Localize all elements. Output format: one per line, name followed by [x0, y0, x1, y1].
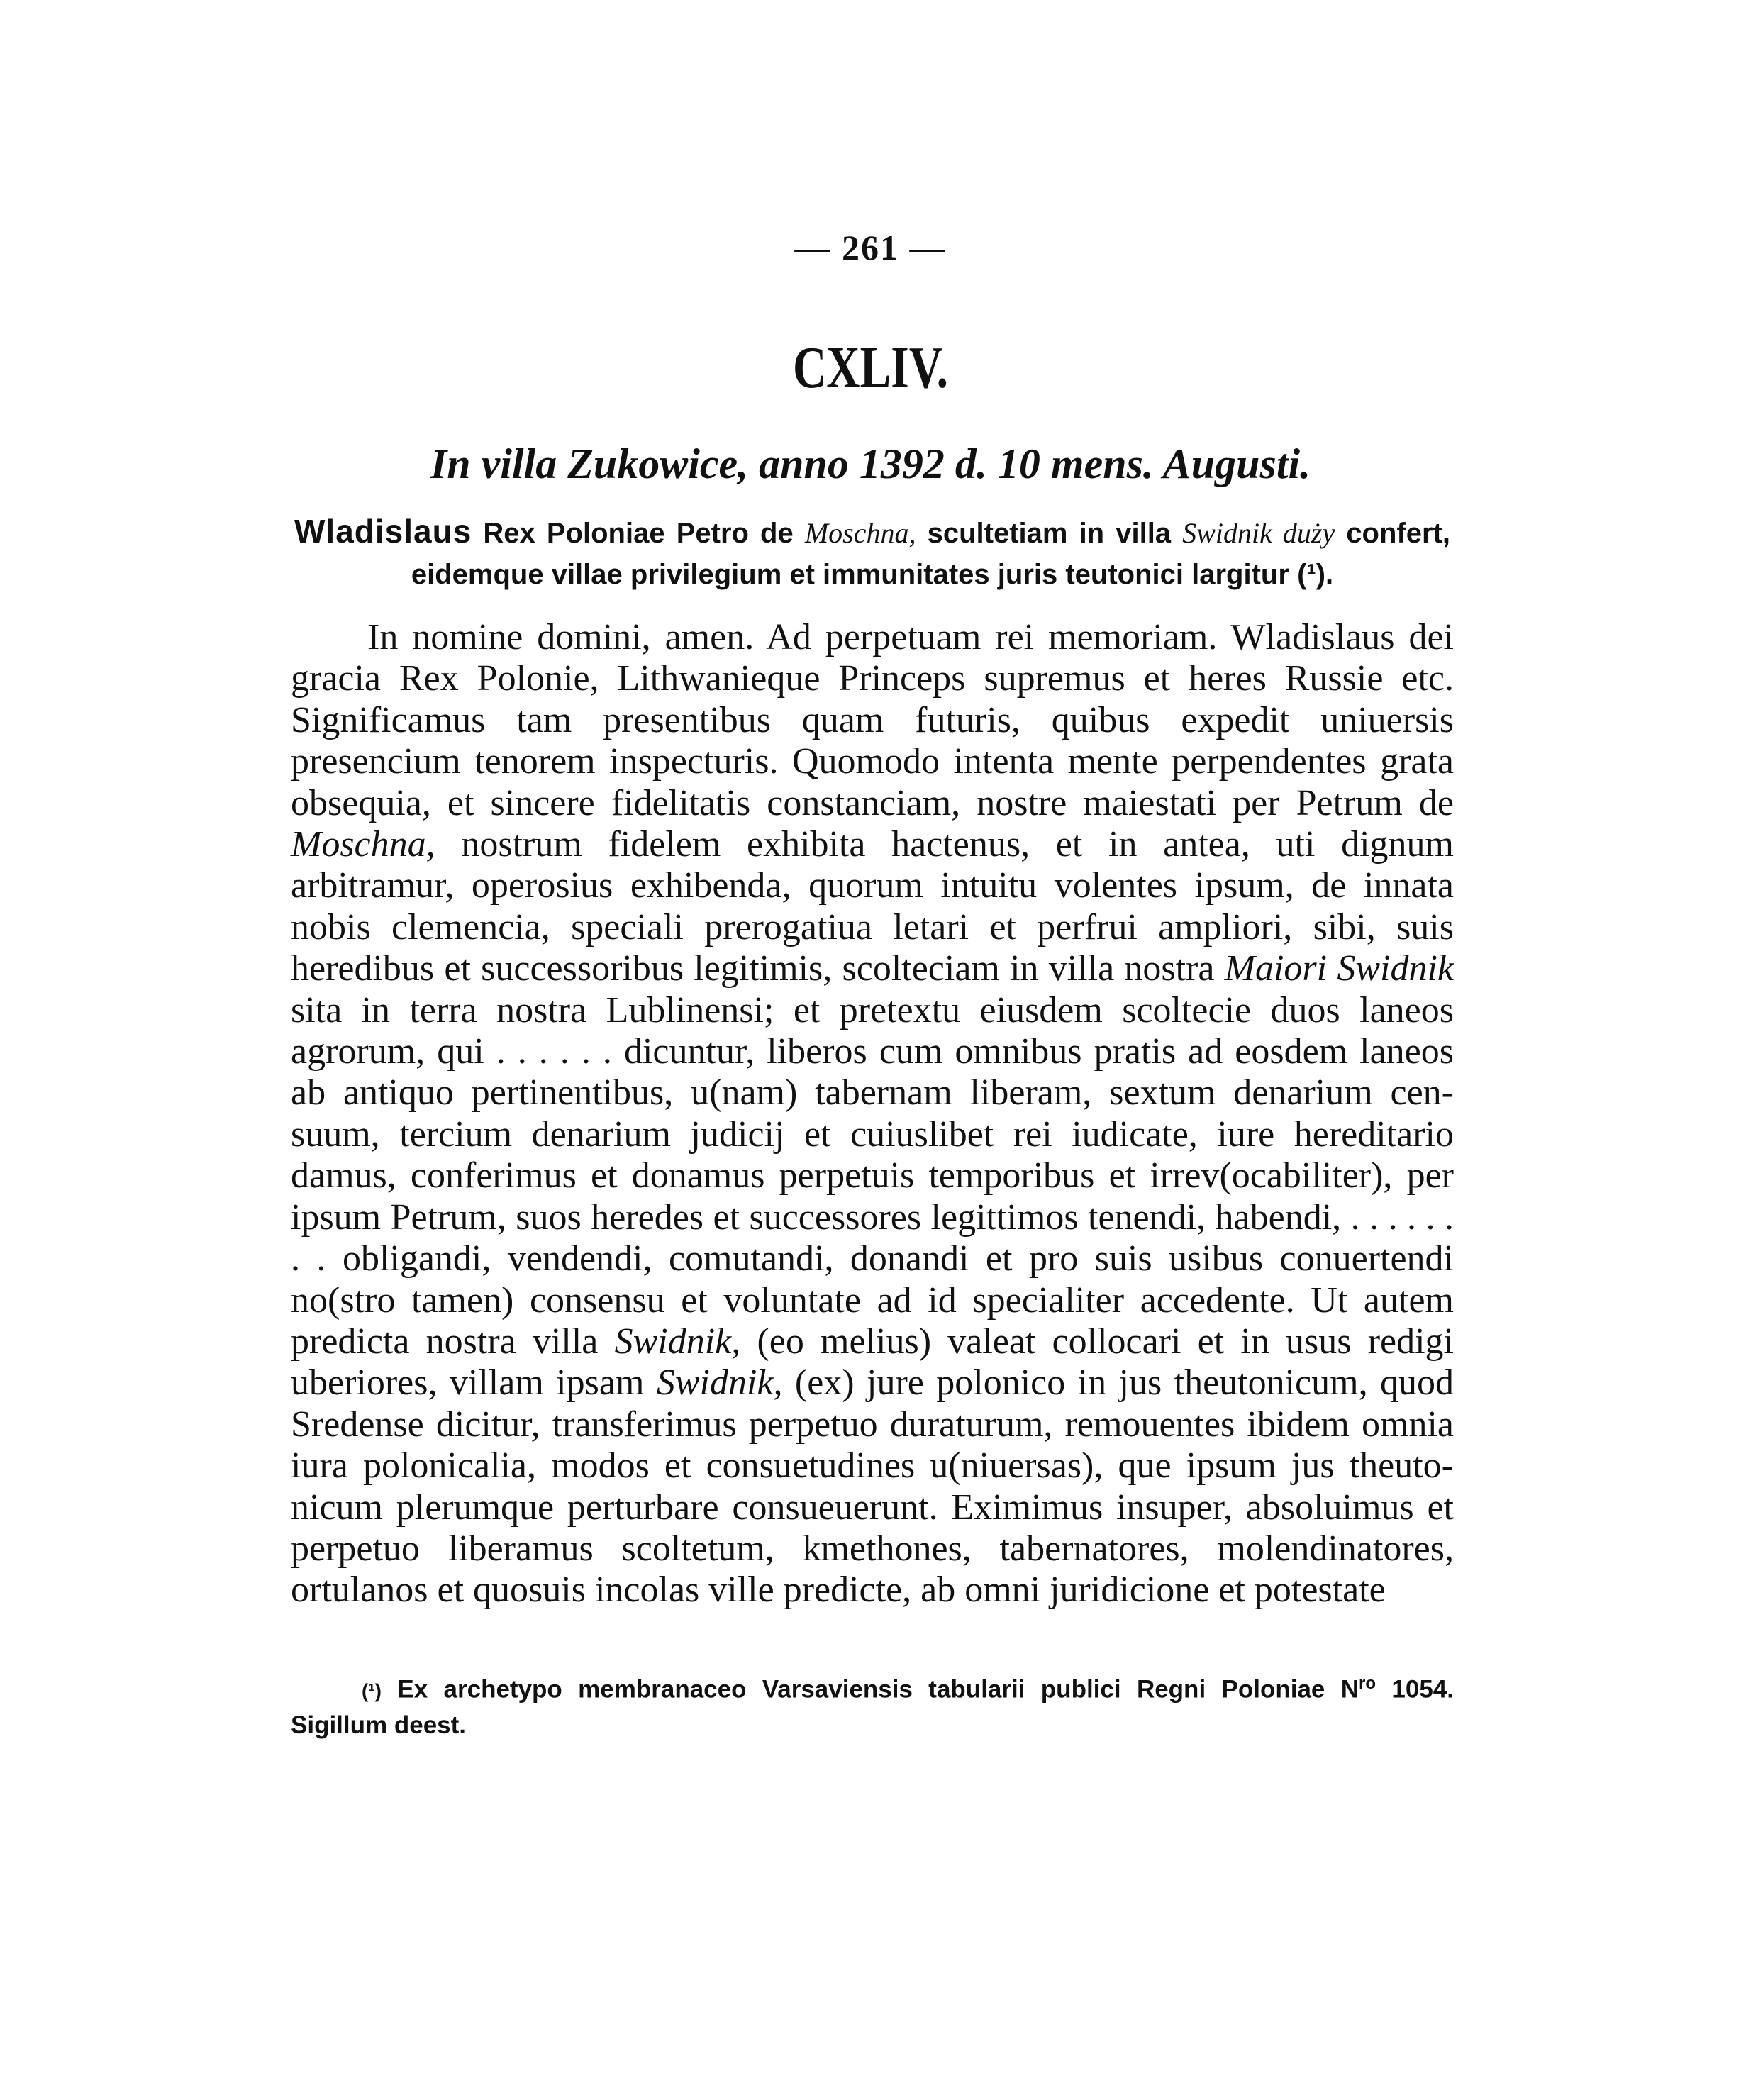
- footnote-mark: (¹): [362, 1679, 382, 1702]
- footnote-text: Ex archetypo membranaceo Varsaviensis tabularii publici Regni Poloniae N: [397, 1675, 1359, 1704]
- body-text-segment: nostrum fidelem exhibita hactenus, et in antea, uti dignum arbitramur, operosius exhibenda, quorum intuitu volentes ipsum, de innata nobis clemencia, speciali prerogatiua letari et perfrui ampliori, sibi, suis heredibus et successoribus legitimis, scolteciam in villa nostra: [291, 824, 1454, 989]
- body-italic-name: Moschna,: [291, 824, 435, 865]
- charter-body-text: [291, 617, 1454, 1611]
- footnote-superscript: ro: [1359, 1674, 1376, 1693]
- dateline-heading: In villa Zukowice, anno 1392 d. 10 mens. Augusti.: [430, 440, 1311, 487]
- footnote-reference: (¹).: [1297, 559, 1334, 590]
- summary-lead: Wladislaus: [294, 513, 472, 550]
- body-text-segment: In nomine domini, amen. Ad perpetuam rei memoriam. Wladislaus dei gracia Rex Polonie, Lithwanieque Princeps supremus et heres Russie etc. Significamus tam presentibus quam futuris, quibus expedit uniuersis presencium tenorem inspecturis. Quomodo intenta mente perpendentes grata obsequia, et sincere fidelitatis constanciam, nostre maiestati per Petrum de: [291, 617, 1454, 823]
- document-summary: [294, 511, 1450, 595]
- body-italic-name: Swidnik,: [614, 1321, 741, 1362]
- summary-text: confert, eidemque villae privilegium et immunitates juris teutonici largitur: [411, 518, 1450, 590]
- footnote-text-end: 1054. Sigillum deest.: [291, 1675, 1454, 1739]
- document-number: CXLIV.: [792, 335, 949, 401]
- summary-name: Moschna,: [804, 517, 916, 549]
- summary-text: scultetiam in villa: [927, 518, 1172, 549]
- summary-name: Swidnik duży: [1182, 517, 1335, 549]
- summary-text: Rex Poloniae Petro de: [483, 518, 794, 549]
- footnote: [291, 1667, 1454, 1743]
- page-number: — 261 —: [794, 228, 947, 267]
- body-text-segment: (eo melius) valeat collocari et in usus redigi uberiores, villam ipsam: [291, 1321, 1454, 1404]
- body-italic-name: Swidnik,: [656, 1362, 783, 1404]
- body-text-segment: (ex) jure polonico in jus theutonicum, quod Sredense dicitur, transferimus perpetuo duraturum, remouentes ibidem omnia iura polonicalia, modos et consuetudines u(niuersas), que ipsum jus theuto-nicum plerumque perturbare consueuerunt. Eximimus insuper, absoluimus et perpetuo liberamus scoltetum, kmethones, tabernatores, molendinatores, ortulanos et quosuis incolas ville predicte, ab omni juridicione et potestate: [291, 1362, 1454, 1611]
- body-text-segment: sita in terra nostra Lublinensi; et pretextu eiusdem scoltecie duos laneos agrorum, qui . . . . . . dicuntur, liberos cum omnibus pratis ad eosdem laneos ab antiquo pertinentibus, u(nam) tabernam liberam, sextum denarium cen-suum, tercium denarium judicij et cuiuslibet rei iudicate, iure hereditario damus, conferimus et donamus perpetuis temporibus et irrev(ocabiliter), per ipsum Petrum, suos heredes et successores legittimos tenendi, habendi, . . . . . . . . obligandi, vendendi, comutandi, donandi et pro suis usibus conuertendi no(stro tamen) consensu et voluntate ad id specialiter accedente. Ut autem predicta nostra villa: [291, 989, 1454, 1362]
- body-italic-name: Maiori Swidnik: [1224, 948, 1454, 989]
